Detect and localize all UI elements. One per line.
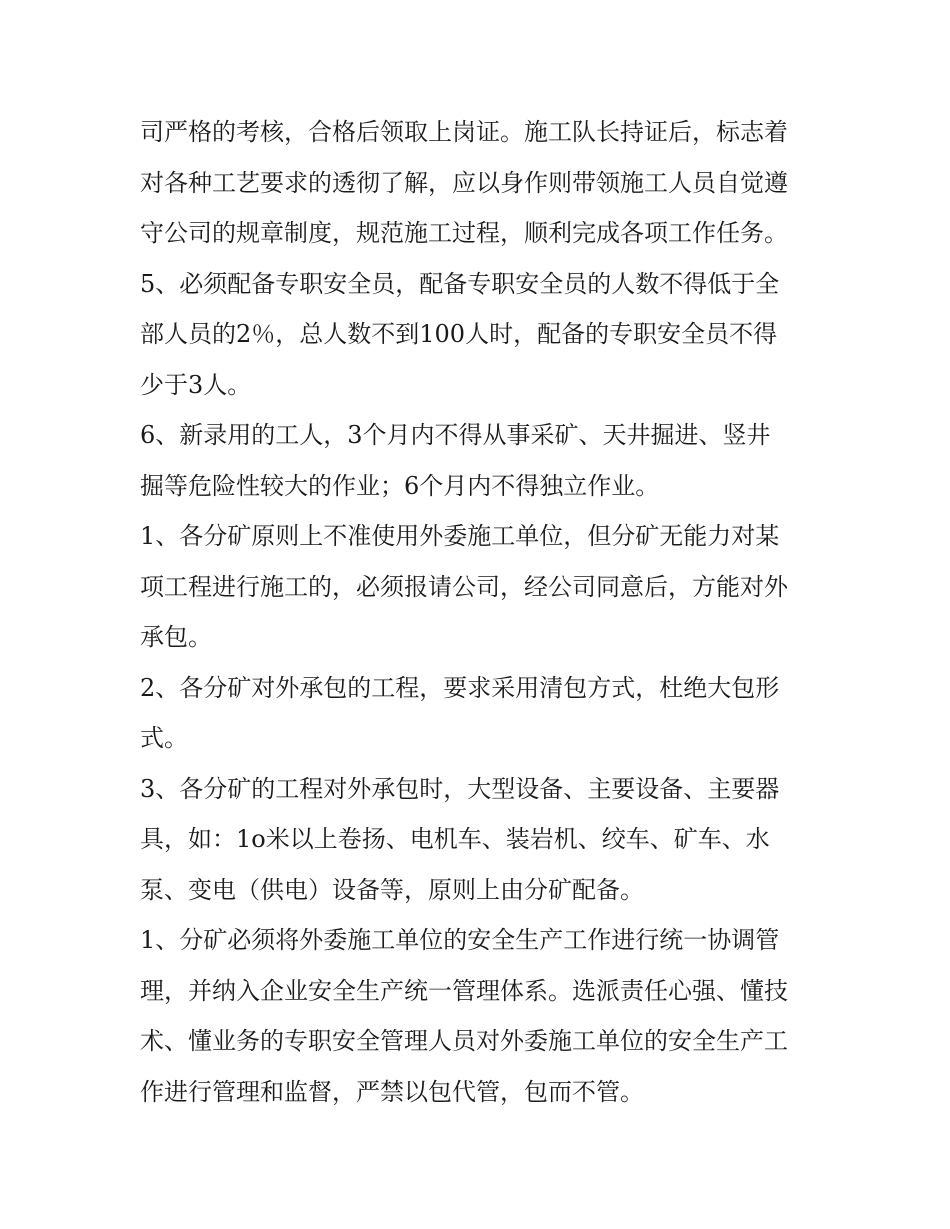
text-line: 3、各分矿的工程对外承包时，大型设备、主要设备、主要器 <box>140 774 780 803</box>
text-line: 泵、变电（供电）设备等，原则上由分矿配备。 <box>140 875 644 904</box>
text-line: 5、必须配备专职安全员，配备专职安全员的人数不得低于全 <box>140 269 780 298</box>
text-line: 1、各分矿原则上不准使用外委施工单位，但分矿无能力对某 <box>140 522 780 550</box>
text-line: 6、新录用的工人，3个月内不得从事采矿、天井掘进、竖井 <box>140 421 771 449</box>
text-line: 少于3人。 <box>140 370 252 399</box>
text-line: 承包。 <box>140 623 212 651</box>
text-line: 守公司的规章制度，规范施工过程，顺利完成各项工作任务。 <box>140 219 788 247</box>
text-line: 术、懂业务的专职安全管理人员对外委施工单位的安全生产工 <box>140 1027 788 1055</box>
text-line: 理，并纳入企业安全生产统一管理体系。选派责任心强、懂技 <box>140 976 788 1005</box>
document-body <box>140 107 820 1117</box>
text-line: 式。 <box>140 724 188 752</box>
text-line: 1、分矿必须将外委施工单位的安全生产工作进行统一协调管 <box>140 926 780 954</box>
text-line: 项工程进行施工的，必须报请公司，经公司同意后，方能对外 <box>140 572 788 601</box>
text-line: 司严格的考核，合格后领取上岗证。施工队长持证后，标志着 <box>140 118 788 146</box>
text-line: 作进行管理和监督，严禁以包代管，包而不管。 <box>140 1077 644 1106</box>
text-line: 部人员的2％，总人数不到100人时，配备的专职安全员不得 <box>140 320 778 348</box>
text-line: 2、各分矿对外承包的工程，要求采用清包方式，杜绝大包形 <box>140 673 780 702</box>
text-line: 具，如：1o米以上卷扬、电机车、装岩机、绞车、矿车、水 <box>140 825 770 853</box>
text-line: 对各种工艺要求的透彻了解，应以身作则带领施工人员自觉遵 <box>140 168 788 197</box>
text-line: 掘等危险性较大的作业；6个月内不得独立作业。 <box>140 471 660 500</box>
